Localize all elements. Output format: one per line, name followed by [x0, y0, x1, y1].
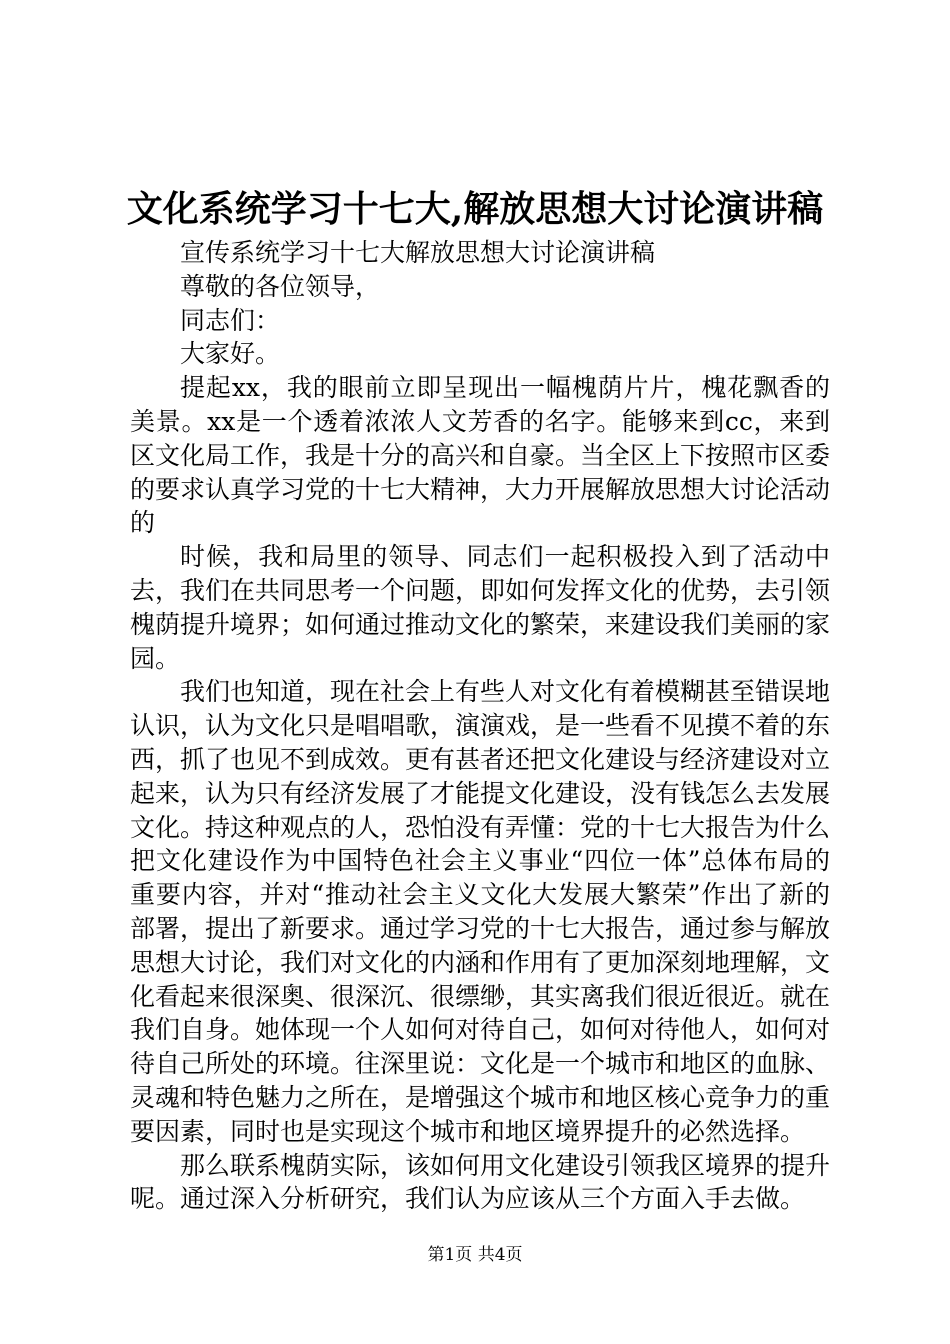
paragraph-intro: 提起xx，我的眼前立即呈现出一幅槐荫片片，槐花飘香的美景。xx是一个透着浓浓人文芳香的名字。能够来到cc，来到区文化局工作，我是十分的高兴和自豪。当全区上下按照市区委的要求认真学习党的十七大精神，大力开展解放思想大讨论活动的: [130, 373, 831, 538]
document-body: [130, 236, 830, 1216]
paragraph-activity: 时候，我和局里的领导、同志们一起积极投入到了活动中去，我们在共同思考一个问题，即如何发挥文化的优势，去引领槐荫提升境界；如何通过推动文化的繁荣，来建设我们美丽的家园。: [130, 542, 831, 673]
paragraph-salutation: 尊敬的各位领导，: [180, 271, 381, 301]
paragraph-approach: 那么联系槐荫实际，该如何用文化建设引领我区境界的提升呢。通过深入分析研究，我们认为应该从三个方面入手去做。: [130, 1150, 831, 1214]
paragraph-greeting: 大家好。: [180, 339, 281, 369]
paragraph-subtitle: 宣传系统学习十七大解放思想大讨论演讲稿: [180, 238, 656, 267]
paragraph-comrades: 同志们：: [180, 305, 281, 335]
page-number-footer: 第1页 共4页: [427, 1245, 523, 1265]
paragraph-culture: 我们也知道，现在社会上有些人对文化有着模糊甚至错误地认识，认为文化只是唱唱歌，演演戏，是一些看不见摸不着的东西，抓了也见不到成效。更有甚者还把文化建设与经济建设对立起来，认为只有经济发展了才能提文化建设，没有钱怎么去发展文化。持这种观点的人，恐怕没有弄懂：党的十七大报告为什么把文化建设作为中国特色社会主义事业“四位一体”总体布局的重要内容，并对“推动社会主义文化大发展大繁荣”作出了新的部署，提出了新要求。通过学习党的十七大报告，通过参与解放思想大讨论，我们对文化的内涵和作用有了更加深刻地理解，文化看起来很深奥、很深沉、很缥缈，其实离我们很近很近。就在我们自身。她体现一个人如何对待自己，如何对待他人，如何对待自己所处的环境。往深里说：文化是一个城市和地区的血脉、灵魂和特色魅力之所在，是增强这个城市和地区核心竞争力的重要因素，同时也是实现这个城市和地区境界提升的必然选择。: [130, 677, 831, 1146]
document-title: 文化系统学习十七大,解放思想大讨论演讲稿: [126, 188, 824, 230]
